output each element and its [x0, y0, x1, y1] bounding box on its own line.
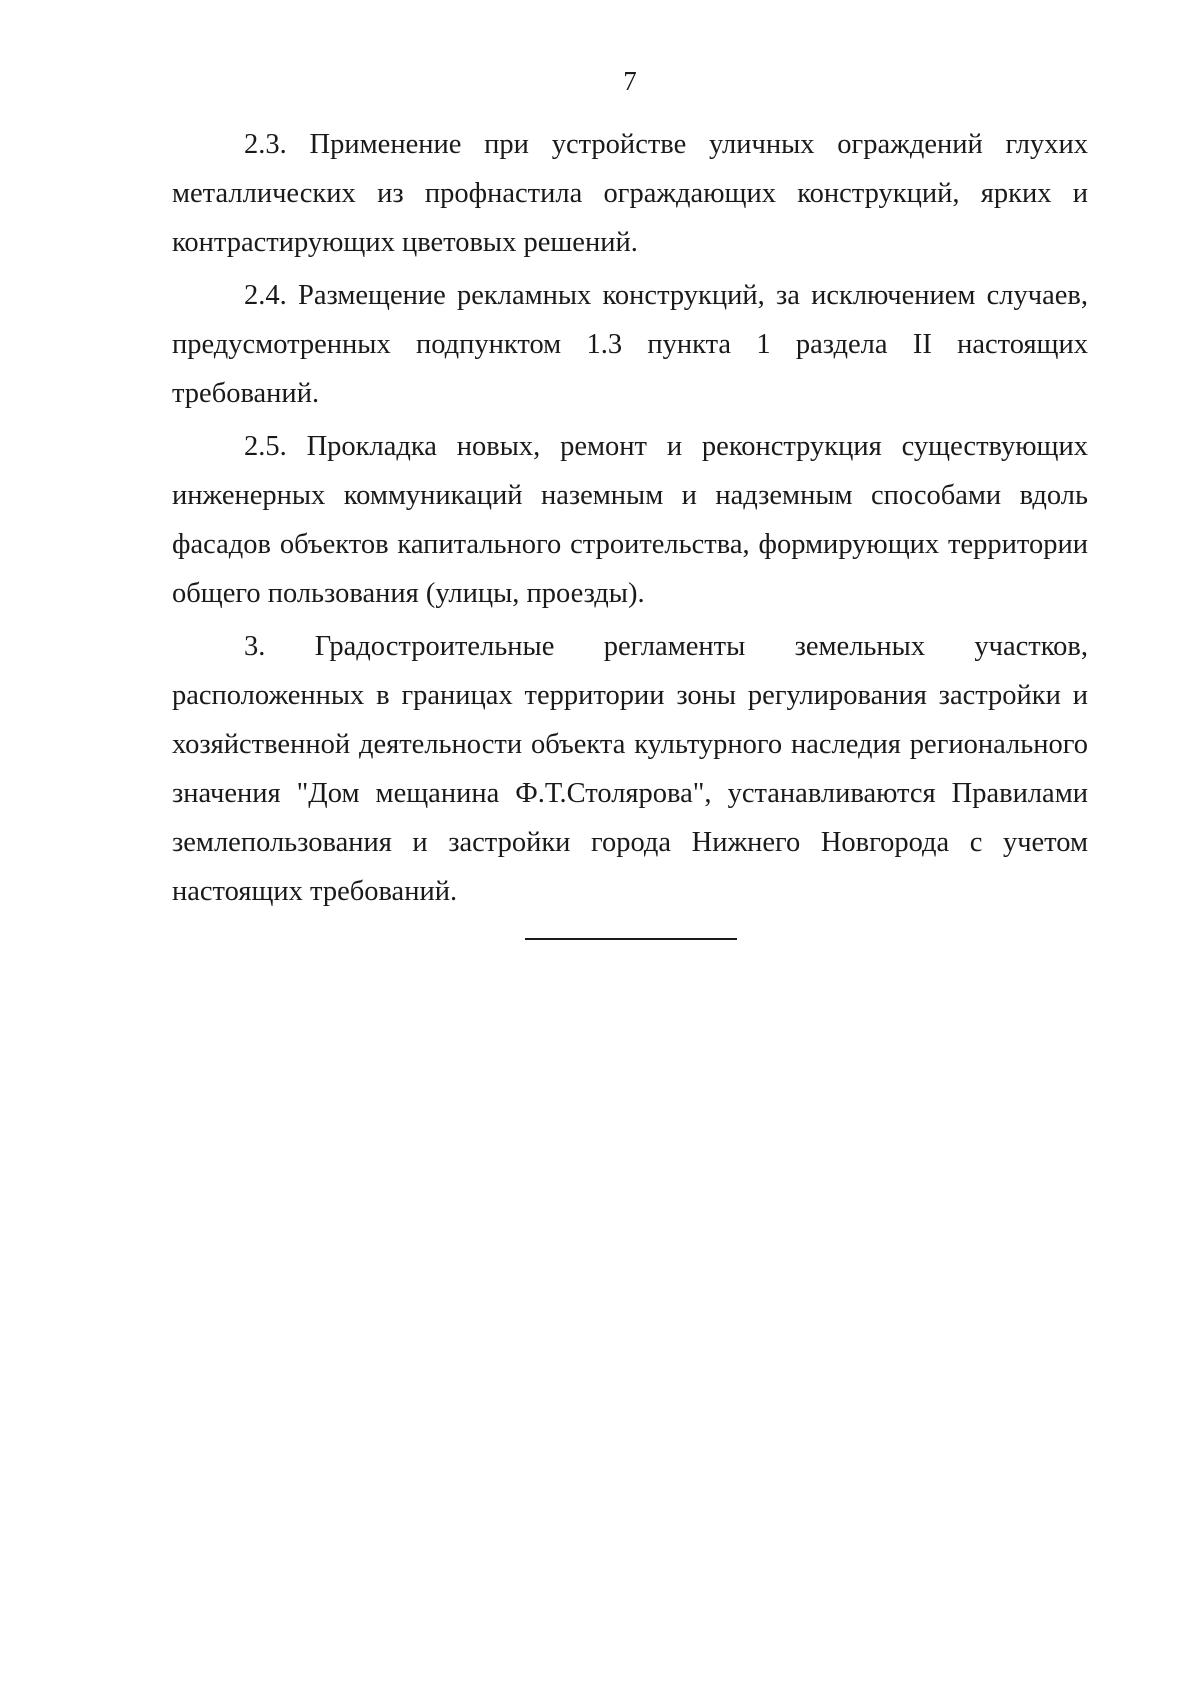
- end-of-document-rule: [525, 938, 737, 940]
- paragraph-2-4: 2.4. Размещение рекламных конструкций, за исключением случаев, предусмотренных подпунктом 1.3 пункта 1 раздела II настоящих требований.: [172, 280, 1088, 409]
- page-number: 7: [623, 66, 637, 96]
- paragraph-2-3: 2.3. Применение при устройстве уличных ограждений глухих металлических из профнастила ограждающих конструкций, ярких и контрастирующих цветовых решений.: [172, 129, 1088, 258]
- paragraph-2-5: 2.5. Прокладка новых, ремонт и реконструкция существующих инженерных коммуникаций наземным и надземным способами вдоль фасадов объектов капитального строительства, формирующих территории общего пользования (улицы, проезды).: [172, 431, 1088, 609]
- document-body: [172, 120, 1088, 920]
- paragraph-3: 3. Градостроительные регламенты земельных участков, расположенных в границах территории зоны регулирования застройки и хозяйственной деятельности объекта культурного наследия регионального значения "Дом мещанина Ф.Т.Столярова", устанавливаются Правилами землепользования и застройки города Нижнего Новгорода с учетом настоящих требований.: [172, 631, 1088, 907]
